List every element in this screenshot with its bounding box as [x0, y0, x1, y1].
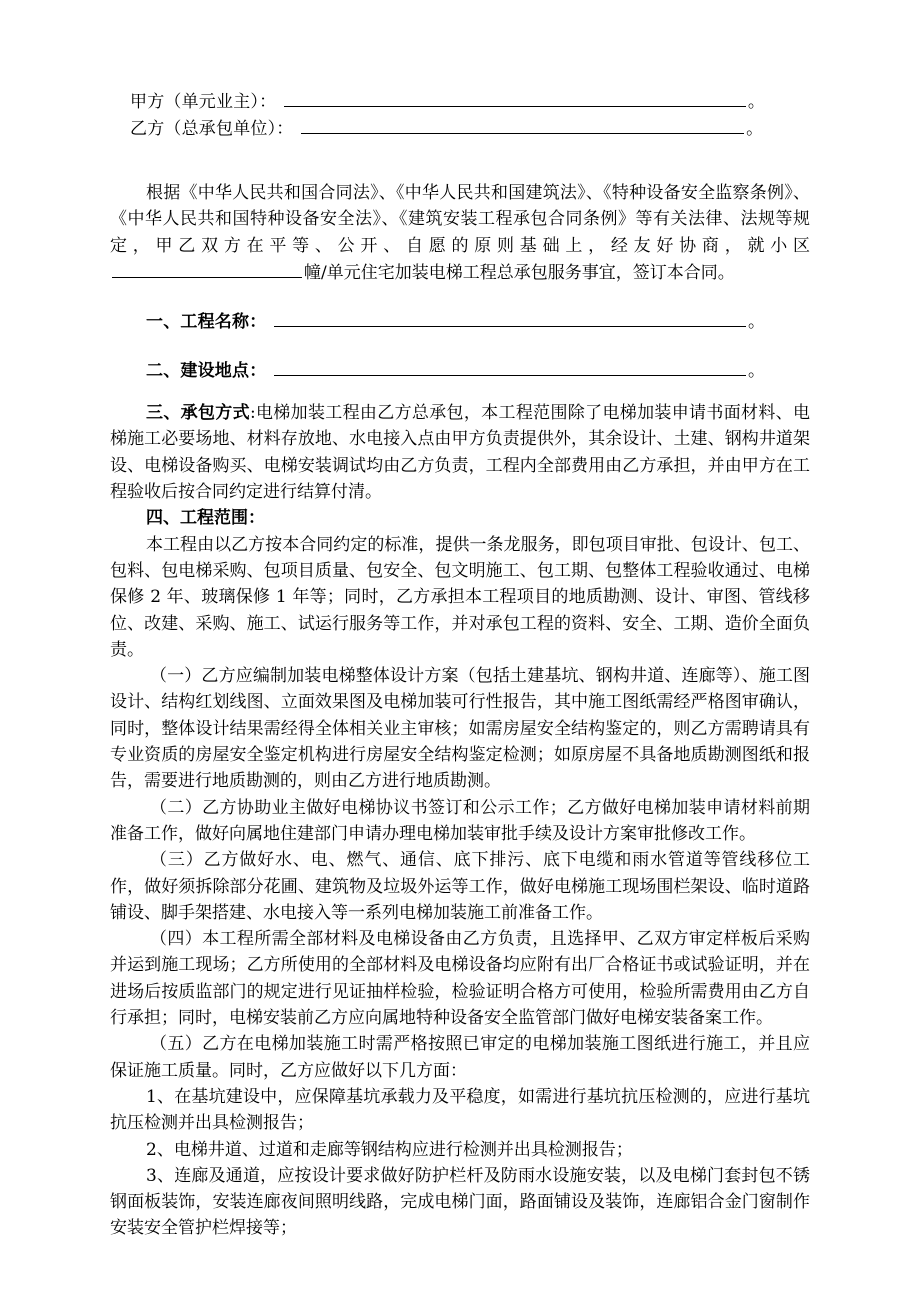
project-name-label: 一、工程名称： — [146, 312, 267, 333]
scope-item-3: （三）乙方做好水、电、燃气、通信、底下排污、底下电缆和雨水管道等管线移位工作，做好须拆除部分花圃、建筑物及垃圾外运等工作，做好电梯施工现场围栏架设、临时道路铺设、脚手架搭建、水电接入等一系列电梯加装施工前准备工作。 — [110, 850, 810, 923]
scope-subitem-1: 1、在基坑建设中，应保障基坑承载力及平稳度，如需进行基坑抗压检测的，应进行基坑抗压检测并出具检测报告； — [110, 1086, 810, 1134]
site-blank — [274, 357, 746, 376]
scope-heading: 四、工程范围： — [146, 508, 265, 529]
community-blank — [112, 259, 302, 278]
party-a-label: 甲方（单元业主）： — [130, 92, 277, 112]
party-a-blank — [284, 88, 746, 107]
party-b-line — [110, 115, 810, 142]
contract-method-label: 三、承包方式 — [146, 403, 250, 424]
project-name-blank — [274, 308, 746, 327]
party-b-label: 乙方（总承包单位）： — [130, 119, 294, 139]
scope-subitem-3: 3、连廊及通道，应按设计要求做好防护栏杆及防雨水设施安装，以及电梯门套封包不锈钢面板装饰，安装连廊夜间照明线路，完成电梯门面，路面铺设及装饰，连廊铝合金门窗制作安装安全管护栏焊接等； — [110, 1165, 810, 1239]
scope-item-2: （二）乙方协助业主做好电梯协议书签订和公示工作；乙方做好电梯加装申请材料前期准备工作，做好向属地住建部门申请办理电梯加装审批手续及设计方案审批修改工作。 — [110, 797, 810, 844]
preamble-text: 根据《中华人民共和国合同法》、《中华人民共和国建筑法》、《特种设备安全监察条例》、《中华人民共和国特种设备安全法》、《建筑安装工程承包合同条例》等有关法律、法规等规定，甲乙双方在平等、公开、自愿的原则基础上，经友好协商，就小区 — [110, 183, 810, 256]
scope-intro: 本工程由以乙方按本合同约定的标准，提供一条龙服务，即包项目审批、包设计、包工、包料、包电梯采购、包项目质量、包安全、包文明施工、包工期、包整体工程验收通过、电梯保修 2 年、玻璃保修 1 年等；同时，乙方承担本工程项目的地质勘测、设计、审图、管线移位、改建、采购、施工、试运行服务等工作，并对承包工程的资料、安全、工期、造价全面负责。 — [110, 534, 810, 660]
scope-item-1: （一）乙方应编制加装电梯整体设计方案（包括土建基坑、钢构井道、连廊等）、施工图设计、结构红划线图、立面效果图及电梯加装可行性报告，其中施工图纸需经严格图审确认，同时，整体设计结果需经得全体相关业主审核；如需房屋安全结构鉴定的，则乙方需聘请具有专业资质的房屋安全鉴定机构进行房屋安全结构鉴定检测；如原房屋不具备地质勘测图纸和报告，需要进行地质勘测的，则由乙方进行地质勘测。 — [110, 666, 810, 792]
contract-method-paragraph — [110, 400, 810, 505]
site-label: 二、建设地点： — [146, 361, 267, 382]
contract-method-text: :电梯加装工程由乙方总承包，本工程范围除了电梯加装申请书面材料、电梯施工必要场地、材料存放地、水电接入点由甲方负责提供外，其余设计、土建、钢构井道架设、电梯设备购买、电梯安装调试均由乙方负责，工程内全部费用由乙方承担，并由甲方在工程验收后按合同约定进行结算付清。 — [110, 403, 810, 503]
party-b-blank — [301, 115, 744, 134]
scope-item-5: （五）乙方在电梯加装施工时需严格按照已审定的电梯加装施工图纸进行施工，并且应保证施工质量。同时，乙方应做好以下几方面： — [110, 1034, 810, 1081]
party-b-end: 。 — [746, 119, 764, 139]
scope-subitem-2: 2、电梯井道、过道和走廊等钢结构应进行检测并出具检测报告； — [146, 1139, 633, 1160]
party-a-end: 。 — [747, 92, 766, 112]
project-name-line — [110, 308, 810, 335]
scope-item-4: （四）本工程所需全部材料及电梯设备由乙方负责，且选择甲、乙双方审定样板后采购并运到施工现场；乙方所使用的全部材料及电梯设备均应附有出厂合格证书或试验证明，并在进场后按质监部门的规定进行见证抽样检验，检验证明合格方可使用，检验所需费用由乙方自行承担；同时，电梯安装前乙方应向属地特种设备安全监管部门做好电梯安装备案工作。 — [110, 929, 810, 1029]
preamble-paragraph — [110, 180, 810, 286]
site-end: 。 — [748, 361, 766, 382]
preamble-text-end: 幢/单元住宅加装电梯工程总承包服务事宜，签订本合同。 — [304, 262, 735, 283]
site-line — [110, 357, 810, 384]
party-a-line — [110, 88, 810, 115]
project-name-end: 。 — [748, 312, 766, 333]
